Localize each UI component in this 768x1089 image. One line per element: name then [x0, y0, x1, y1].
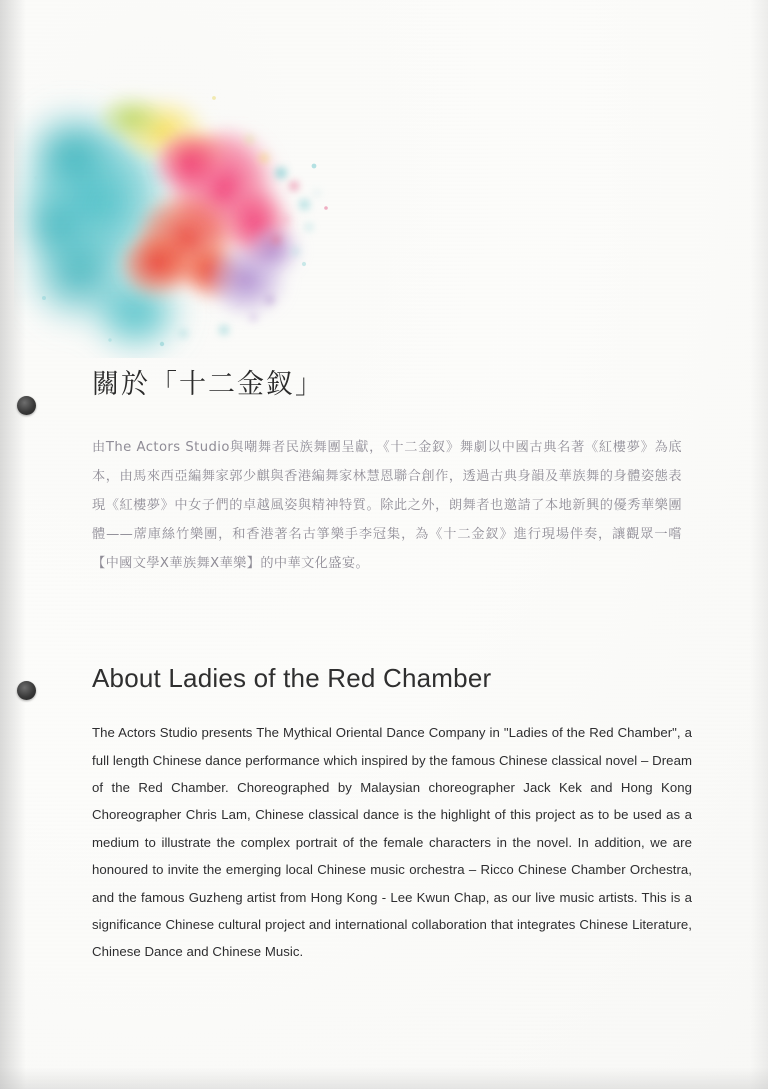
- page-title-english: About Ladies of the Red Chamber: [92, 662, 492, 693]
- body-paragraph-chinese: 由The Actors Studio與嘲舞者民族舞團呈獻，《十二金釵》舞劇以中國古典名著《紅樓夢》為底本，由馬來西亞編舞家郭少麒與香港編舞家林慧恩聯合創作，透過古典身韻及華族舞的身體姿態表現《紅樓夢》中女子們的卓越風姿與精神特質。除此之外，朗舞者也邀請了本地新興的優秀華樂團體——蓆庫絲竹樂團，和香港著名古箏樂手李冠集，為《十二金釵》進行現場伴奏，讓觀眾一嚐【中國文學X華族舞X華樂】的中華文化盛宴。: [92, 440, 682, 572]
- binder-punch-hole: [17, 396, 36, 415]
- page-right-edge-shadow: [750, 0, 768, 1089]
- body-paragraph-english: The Actors Studio presents The Mythical Oriental Dance Company in "Ladies of the Red Chamber", a full length Chinese dance performance which inspired by the famous Chinese classical novel – Dream of the Red Chamber. Choreographed by Malaysian choreographer Jack Kek and Hong Kong Choreographer Chris Lam, Chinese classical dance is the highlight of this project as to be used as a medium to illustrate the complex portrait of the female characters in the novel. In addition, we are honoured to invite the emerging local Chinese music orchestra – Ricco Chinese Chamber Orchestra, and the famous Guzheng artist from Hong Kong - Lee Kwun Chap, as our live music artists. This is a significance Chinese cultural project and international collaboration that integrates Chinese Literature, Chinese Dance and Chinese Music.: [92, 725, 692, 960]
- ink-splash-artwork: [14, 58, 344, 358]
- page-bottom-edge-shadow: [0, 1067, 768, 1089]
- binder-punch-hole: [17, 681, 36, 700]
- page-title-chinese: 關於「十二金釵」: [92, 369, 324, 401]
